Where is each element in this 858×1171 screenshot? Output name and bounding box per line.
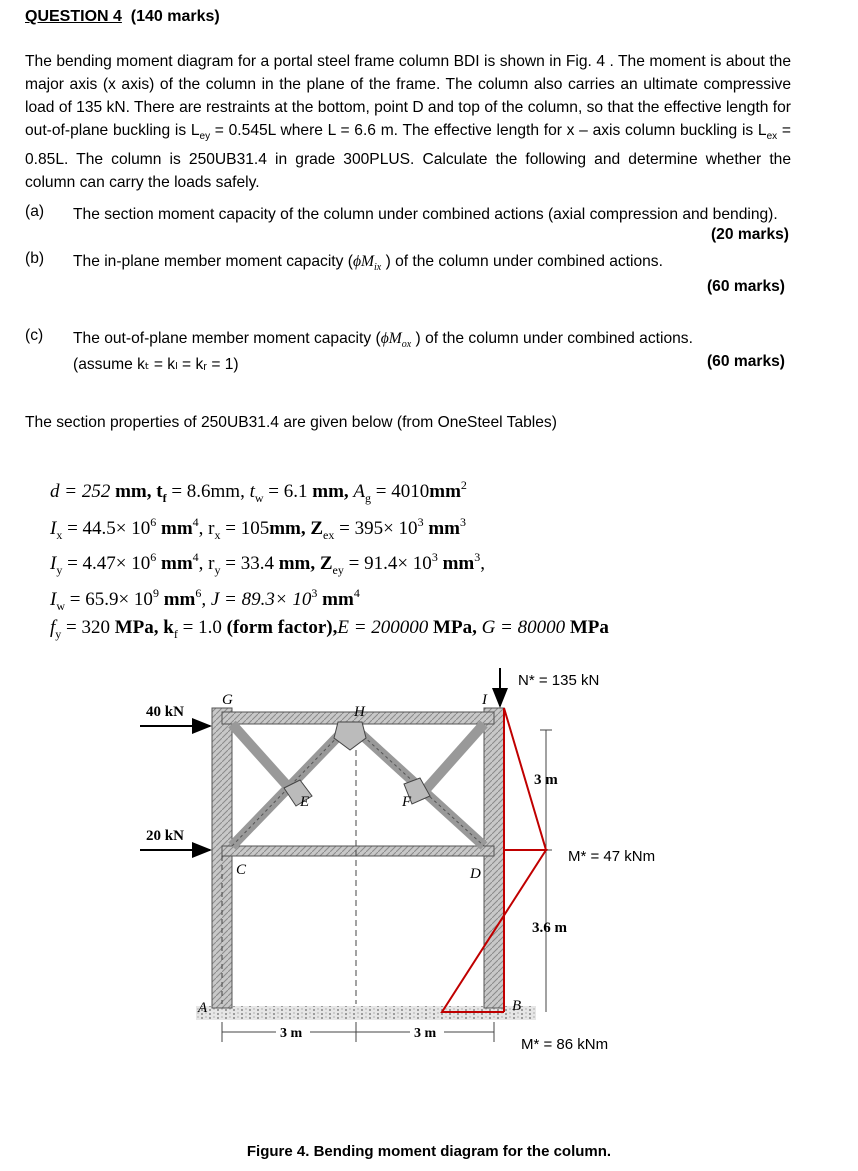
part-c-marks: (60 marks) (706, 353, 785, 370)
prop-kf-unit: (form factor), (221, 617, 338, 638)
prop-ix-unit: mm (156, 518, 193, 539)
intro-sub-ex: ex (766, 131, 778, 142)
part-a-marks (711, 226, 789, 244)
prop-kf-sub: f (173, 627, 178, 641)
node-d: D (470, 866, 481, 882)
prop-iw: I (50, 589, 57, 610)
load-40-label: 40 kN (146, 704, 184, 720)
property-line-2 (50, 515, 770, 543)
intro-paragraph (25, 50, 791, 194)
prop-j-exp: 3 (311, 586, 318, 600)
section-properties-intro: The section properties of 250UB31.4 are given below (from OneSteel Tables) (25, 414, 557, 431)
prop-tf-sub: f (162, 491, 167, 505)
prop-iw-sup: 6 (195, 586, 202, 600)
part-c-text (73, 327, 791, 356)
part-c-assume: (assume kₜ = kₗ = kᵣ = 1) (73, 356, 239, 373)
part-c-text-post: ) of the column under combined actions. (415, 330, 693, 347)
prop-e-unit: MPa, (428, 617, 482, 638)
prop-rx-value: = 105 (220, 518, 270, 539)
prop-e: E = 200000 (337, 617, 429, 638)
node-i: I (482, 692, 487, 708)
part-a-label: (a) (25, 203, 45, 220)
prop-iy-sup: 4 (192, 550, 199, 564)
prop-tw-unit: mm, (307, 481, 354, 502)
prop-ag: A (353, 481, 366, 502)
prop-iy-sub: y (56, 563, 63, 577)
part-b-label: (b) (25, 250, 45, 267)
prop-zey-value: = 91.4× 10 (343, 553, 432, 574)
prop-ag-value: = 4010 (371, 481, 430, 502)
prop-tf: = 8.6mm, (166, 481, 250, 502)
prop-zey-sup: 3 (474, 550, 481, 564)
prop-zex-unit: mm (423, 518, 460, 539)
prop-ag-sub: g (365, 491, 372, 505)
prop-line3-end: , (480, 553, 485, 574)
prop-zey-exp: 3 (431, 550, 438, 564)
figure-caption: Figure 4. Bending moment diagram for the column. (246, 1143, 612, 1160)
prop-ag-unit: mm (429, 481, 461, 502)
axial-load-label: N* = 135 kN (518, 672, 600, 689)
question-number: QUESTION 4 (25, 8, 122, 25)
prop-iy: I (50, 553, 57, 574)
prop-rx-sub: x (214, 528, 221, 542)
prop-ix-exp: 6 (150, 515, 157, 529)
prop-fy-value: = 320 (61, 617, 110, 638)
right-column (484, 708, 504, 1008)
prop-iy-value: = 4.47× 10 (62, 553, 151, 574)
node-h: H (354, 704, 365, 720)
question-marks: (140 marks) (130, 8, 220, 25)
moment-bottom-label: M* = 86 kNm (521, 1036, 609, 1053)
prop-iy-unit: mm (156, 553, 193, 574)
prop-tw-sub: w (254, 491, 264, 505)
prop-ry-value: = 33.4 (220, 553, 274, 574)
property-line-5 (50, 617, 770, 642)
prop-rx-unit: mm, Z (269, 518, 324, 539)
prop-g-unit: MPa (565, 617, 609, 638)
load-20-label: 20 kN (146, 828, 184, 844)
prop-ag-sup: 2 (460, 478, 467, 492)
prop-g: G = 80000 (481, 617, 566, 638)
prop-ix-value: = 44.5× 10 (62, 518, 151, 539)
question-heading (25, 8, 220, 26)
middle-beam (222, 846, 494, 856)
part-c-phi: ϕM (380, 330, 402, 347)
property-line-4 (50, 586, 770, 614)
prop-ix: I (50, 518, 57, 539)
node-a: A (198, 1000, 208, 1016)
intro-text-3: = 0.85L. The column is 250UB31.4 in grade 300PLUS. Calculate the following and determine whether the column can carry the loads safely. (25, 122, 791, 191)
node-e: E (300, 794, 310, 810)
node-c: C (236, 862, 247, 878)
prop-kf-value: = 1.0 (177, 617, 222, 638)
prop-tw-value: = 6.1 (263, 481, 308, 502)
property-line-1 (50, 478, 770, 506)
node-g: G (222, 692, 233, 708)
prop-ry-sub: y (214, 563, 221, 577)
part-c-label: (c) (25, 327, 44, 344)
prop-iy-exp: 6 (150, 550, 157, 564)
prop-zex-exp: 3 (417, 515, 424, 529)
prop-ix-sub: x (56, 528, 63, 542)
prop-fy-unit: MPa, k (110, 617, 174, 638)
prop-j: , J = 89.3× 10 (201, 589, 312, 610)
span-left-label: 3 m (280, 1026, 303, 1041)
prop-iw-exp: 9 (152, 586, 159, 600)
part-b-phi: ϕM (352, 253, 374, 270)
part-c-text-pre: The out-of-plane member moment capacity ( (73, 330, 381, 347)
prop-iw-value: = 65.9× 10 (65, 589, 153, 610)
part-c-phi-sub: ox (401, 339, 412, 350)
prop-zex-value: = 395× 10 (334, 518, 418, 539)
part-b-text-pre: The in-plane member moment capacity ( (73, 253, 353, 270)
part-b-text (73, 250, 791, 279)
node-f: F (402, 794, 412, 810)
span-right-label: 3 m (414, 1026, 437, 1041)
prop-fy: f (50, 617, 56, 638)
intro-sub-ey: ey (199, 131, 211, 142)
part-b-text-post: ) of the column under combined actions. (385, 253, 663, 270)
prop-fy-sub: y (55, 627, 62, 641)
moment-mid-label: M* = 47 kNm (568, 848, 656, 865)
dim-bottom-label: 3.6 m (532, 920, 567, 936)
prop-zex-sup: 3 (459, 515, 466, 529)
prop-zey-sub: ey (332, 563, 344, 577)
prop-ry-unit: mm, Z (273, 553, 333, 574)
portal-frame-figure (0, 660, 858, 1140)
part-b-phi-sub: ix (374, 262, 382, 273)
part-b-marks: (60 marks) (706, 278, 785, 295)
prop-d-unit: mm, t (110, 481, 163, 502)
prop-ix-sup: 4 (192, 515, 199, 529)
intro-text-1: The bending moment diagram for a portal steel frame column BDI is shown in Fig. 4 . The moment is about the major axis (x axis) of the column in the plane of the frame. The column also carries an ultimate compressive load of 135 kN. There are restraints at the bottom, point D and top of the column, so that the effective length for out-of-plane buckling is L (25, 53, 791, 139)
prop-iw-unit: mm (158, 589, 196, 610)
intro-text-2: = 0.545L where L = 6.6 m. The effective length for x – axis column buckling is L (210, 122, 767, 139)
property-line-3 (50, 550, 770, 578)
node-b: B (512, 998, 522, 1014)
prop-j-unit: mm (317, 589, 354, 610)
dim-top-label: 3 m (534, 772, 558, 788)
part-a-marks-value: (20 marks) (710, 226, 789, 243)
prop-d: d = 252 (50, 481, 111, 502)
part-a-text: The section moment capacity of the column under combined actions (axial compression and bending). (73, 206, 778, 223)
prop-j-sup: 4 (353, 586, 360, 600)
prop-iw-sub: w (56, 599, 65, 613)
prop-rx: , r (198, 518, 215, 539)
prop-ry: , r (198, 553, 215, 574)
prop-tw: t (249, 481, 255, 502)
prop-zey-unit: mm (437, 553, 475, 574)
prop-zex-sub: ex (323, 528, 335, 542)
